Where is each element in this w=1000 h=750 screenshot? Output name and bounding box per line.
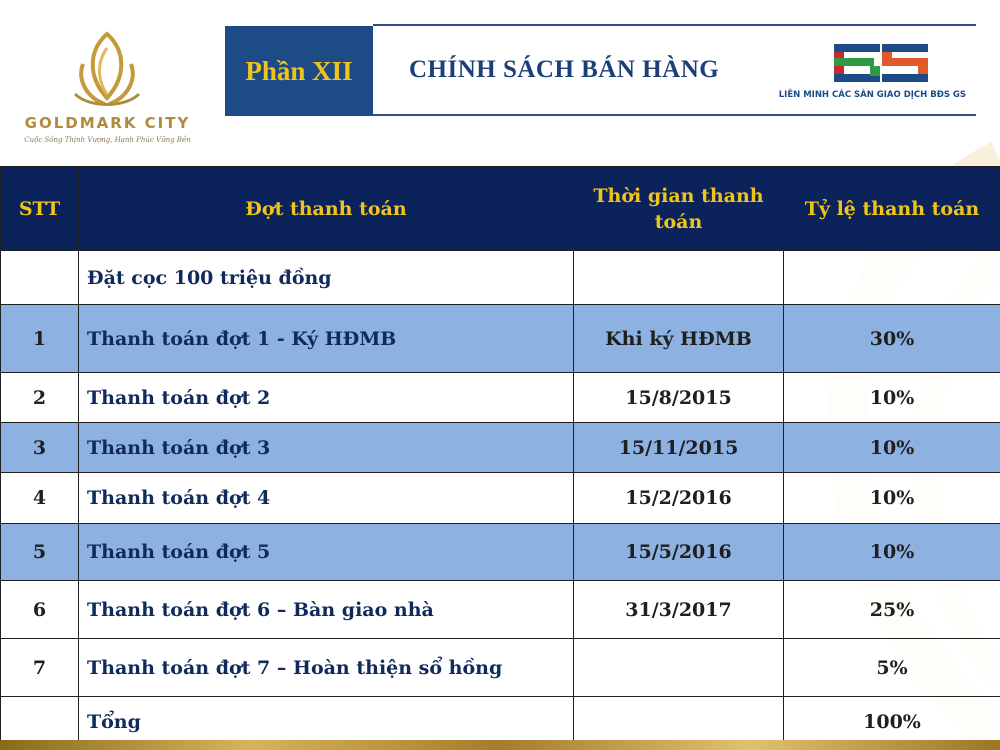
header: [0, 0, 1000, 160]
column-header-time: Thời gian thanh toán: [574, 167, 784, 251]
section-label-box: [225, 26, 373, 116]
payment-schedule-table: [0, 166, 1000, 747]
cell-stt: [1, 697, 79, 747]
cell-time: 15/11/2015: [574, 423, 784, 473]
table-row-total: [1, 697, 1000, 747]
cell-time: [574, 639, 784, 697]
lotus-flame-icon: [5, 28, 210, 114]
brand-tagline: Cuộc Sống Thịnh Vượng, Hạnh Phúc Vững Bền: [24, 136, 191, 144]
cell-installment: Thanh toán đợt 3: [79, 423, 574, 473]
table-row: [1, 373, 1000, 423]
page-title: CHÍNH SÁCH BÁN HÀNG: [409, 56, 720, 83]
bottom-gold-bar: [0, 740, 1000, 750]
section-label: Phần XII: [245, 55, 353, 86]
cell-rate: 25%: [784, 581, 1000, 639]
cell-rate: 5%: [784, 639, 1000, 697]
column-header-installment: Đợt thanh toán: [79, 167, 574, 251]
cell-installment: Đặt cọc 100 triệu đồng: [79, 251, 574, 305]
cell-time: 15/5/2016: [574, 524, 784, 581]
cell-rate: 30%: [784, 305, 1000, 373]
cell-stt: 5: [1, 524, 79, 581]
cell-installment: Thanh toán đợt 2: [79, 373, 574, 423]
table-header-row: [1, 167, 1000, 251]
cell-installment: Thanh toán đợt 1 - Ký HĐMB: [79, 305, 574, 373]
cell-rate: [784, 251, 1000, 305]
cell-rate: 10%: [784, 524, 1000, 581]
column-header-stt: STT: [1, 167, 79, 251]
cell-stt: 3: [1, 423, 79, 473]
gs-partner-name: LIÊN MINH CÁC SÀN GIAO DỊCH BĐS GS: [778, 90, 966, 100]
cell-stt: 6: [1, 581, 79, 639]
table-row: [1, 473, 1000, 524]
cell-stt: 4: [1, 473, 79, 524]
cell-installment: Tổng: [79, 697, 574, 747]
cell-stt: 7: [1, 639, 79, 697]
brand-name: GOLDMARK CITY: [24, 114, 191, 132]
cell-installment: Thanh toán đợt 4: [79, 473, 574, 524]
cell-time: Khi ký HĐMB: [574, 305, 784, 373]
cell-stt: 2: [1, 373, 79, 423]
cell-time: 15/2/2016: [574, 473, 784, 524]
cell-rate: 10%: [784, 373, 1000, 423]
table-row: [1, 581, 1000, 639]
cell-rate: 100%: [784, 697, 1000, 747]
table-row: [1, 639, 1000, 697]
table-row: [1, 423, 1000, 473]
cell-stt: [1, 251, 79, 305]
cell-rate: 10%: [784, 473, 1000, 524]
table-row: [1, 524, 1000, 581]
cell-time: 31/3/2017: [574, 581, 784, 639]
cell-installment: Thanh toán đợt 6 – Bàn giao nhà: [79, 581, 574, 639]
table-row: [1, 251, 1000, 305]
cell-installment: Thanh toán đợt 5: [79, 524, 574, 581]
column-header-rate: Tỷ lệ thanh toán: [784, 167, 1000, 251]
cell-installment: Thanh toán đợt 7 – Hoàn thiện sổ hồng: [79, 639, 574, 697]
cell-time: [574, 697, 784, 747]
goldmark-city-logo: [5, 28, 210, 150]
cell-time: 15/8/2015: [574, 373, 784, 423]
title-box: [373, 24, 976, 116]
cell-time: [574, 251, 784, 305]
gs-logo-icon: [776, 42, 966, 88]
table-row: [1, 305, 1000, 373]
payment-schedule-table-wrapper: [0, 166, 1000, 747]
cell-stt: 1: [1, 305, 79, 373]
gs-partner-logo: [776, 42, 966, 112]
cell-rate: 10%: [784, 423, 1000, 473]
